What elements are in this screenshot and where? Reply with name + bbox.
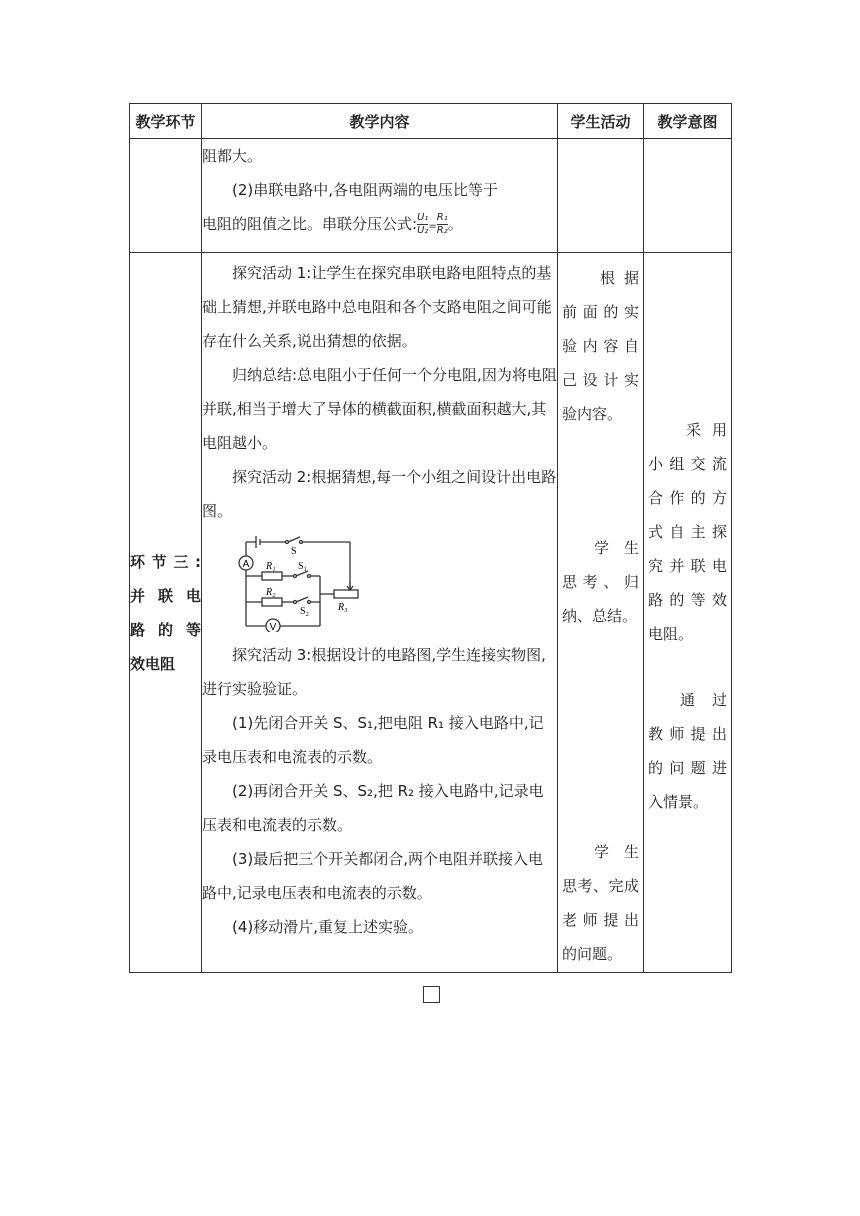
content-paragraph: 探究活动 2:根据猜想,每一个小组之间设计出电路图。 [202, 468, 557, 520]
activity-line: 纳、总结。 [562, 607, 638, 625]
activity-block-3 [562, 835, 639, 971]
content-paragraph: 探究活动 1:让学生在探究串联电路电阻特点的基础上猜想,并联电路中总电阻和各个支路电阻之间可能存在什么关系,说出猜想的依据。 [202, 264, 552, 350]
header-teaching-intent: 教学意图 [644, 104, 732, 139]
section-label-line: 路的等 [130, 620, 201, 639]
activity-block-1 [562, 261, 639, 431]
circuit-diagram [238, 532, 368, 632]
student-activity-cell [558, 253, 644, 973]
activity-line: 思考、完成 [562, 877, 639, 895]
empty-cell [644, 139, 732, 253]
header-teaching-stage: 教学环节 [130, 104, 202, 139]
header-student-activity: 学生活动 [558, 104, 644, 139]
activity-line: 验内容。 [562, 405, 623, 423]
empty-cell [130, 139, 202, 253]
content-cell [202, 253, 558, 973]
ammeter-label: A [242, 559, 250, 570]
content-paragraph: (3)最后把三个开关都闭合,两个电阻并联接入电路中,记录电压表和电流表的示数。 [202, 850, 544, 902]
formula-label: 电阻的阻值之比。串联分压公式: [202, 215, 418, 233]
content-line: 电阻的阻值之比。串联分压公式: $\frac{\text{U₁}}{\text{U₂}}$ = $\frac{\text{R₁}}{\text{R₂}}$ 。 [202, 212, 463, 236]
content-paragraph: 探究活动 3:根据设计的电路图,学生连接实物图,进行实验验证。 [202, 646, 546, 698]
intent-line: 的问题进 [648, 759, 727, 777]
resistor-r1-label: R₁ [266, 561, 276, 572]
activity-line: 学生 [594, 843, 639, 861]
fraction-u [417, 212, 428, 237]
activity-line: 验内容自 [562, 337, 639, 355]
activity-line: 的问题。 [562, 945, 623, 963]
intent-line: 究并联电 [648, 557, 727, 575]
intent-line: 路的等效 [648, 591, 727, 609]
formula-u2: U₂ [417, 225, 429, 236]
content-cell [202, 139, 558, 253]
intent-line: 采用 [686, 421, 727, 439]
header-teaching-content: 教学内容 [202, 104, 558, 139]
voltmeter-label: V [269, 622, 277, 632]
activity-block-2 [562, 531, 639, 633]
content-line: (2)串联电路中,各电阻两端的电压比等于 [232, 181, 499, 199]
empty-cell [558, 139, 644, 253]
activity-line: 根据 [600, 269, 639, 287]
table-row-continuation [130, 139, 732, 253]
placeholder-box [423, 986, 440, 1003]
section-label-line: 并联电 [130, 586, 201, 605]
content-paragraph: 归纳总结:总电阻小于任何一个分电阻,因为将电阻并联,相当于增大了导体的横截面积,横截面积越大,其电阻越小。 [202, 366, 557, 452]
section-label-line: 效电阻 [130, 654, 176, 673]
lesson-plan-table [129, 103, 732, 973]
intent-line: 通过 [680, 691, 727, 709]
fraction-r [437, 212, 448, 237]
content-paragraph: (2)再闭合开关 S、S₂,把 R₂ 接入电路中,记录电压表和电流表的示数。 [202, 782, 544, 834]
section-label [130, 253, 202, 973]
content-paragraph: (1)先闭合开关 S、S₁,把电阻 R₁ 接入电路中,记录电压表和电流表的示数。 [202, 714, 544, 766]
intent-line: 合作的方 [648, 489, 727, 507]
activity-line: 老师提出 [562, 911, 639, 929]
section-label-line: 环节三: [130, 552, 201, 571]
activity-line: 前面的实 [562, 303, 639, 321]
table-header-row [130, 104, 732, 139]
switch-s2-label: S₂ [300, 606, 310, 617]
content-line: 阻都大。 [202, 147, 263, 165]
formula-r2: R₂ [436, 225, 448, 236]
intent-line: 入情景。 [648, 793, 709, 811]
activity-line: 己设计实 [562, 371, 639, 389]
switch-s1-label: S₁ [298, 561, 308, 572]
intent-line: 电阻。 [648, 625, 694, 643]
switch-s-label: S [291, 546, 297, 557]
intent-line: 小组交流 [648, 455, 727, 473]
intent-block-1 [648, 413, 727, 651]
formula-u1: U₁ [417, 212, 429, 223]
rheostat-r3-label: R₃ [338, 602, 348, 613]
activity-line: 思考、归 [562, 573, 639, 591]
activity-line: 学生 [594, 539, 639, 557]
formula-end: 。 [447, 215, 463, 233]
content-paragraph: (4)移动滑片,重复上述实验。 [232, 918, 424, 936]
teaching-intent-cell [644, 253, 732, 973]
intent-block-2 [648, 683, 727, 819]
intent-line: 教师提出 [648, 725, 727, 743]
resistor-r2-label: R₂ [266, 587, 276, 598]
table-row-section-three [130, 253, 732, 973]
intent-line: 式自主探 [648, 523, 727, 541]
formula-r1: R₁ [436, 212, 448, 223]
